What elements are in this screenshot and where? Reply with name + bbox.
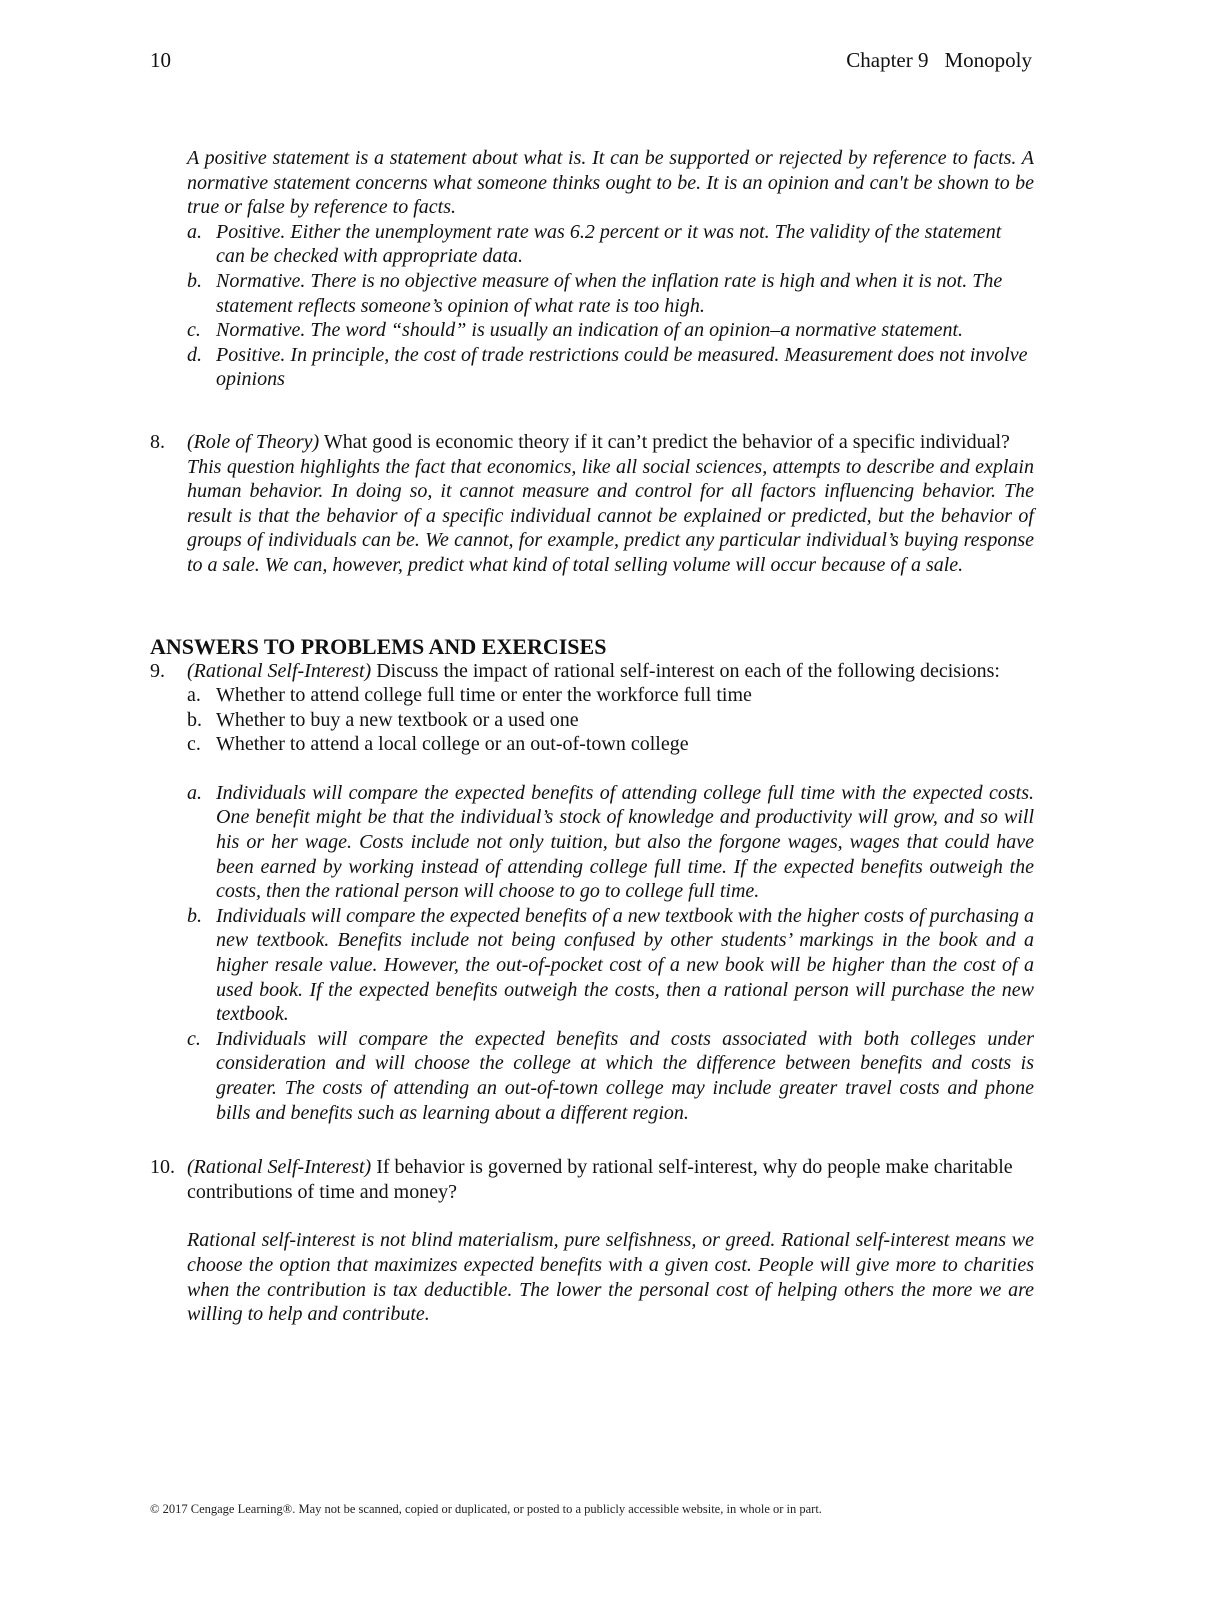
item-text: Whether to buy a new textbook or a used one: [216, 708, 579, 731]
question-text: If behavior is governed by rational self-interest, why do people make charitable contributions of time and money?: [187, 1156, 1013, 1203]
item-label: a.: [187, 781, 202, 804]
item-text: Individuals will compare the expected benefits of a new textbook with the higher costs of purchasing a new textbook. Benefits include not being confused by other students’ markings in the book and a higher resale value. However, the out-of-pocket cost of a new book will be higher than the cost of a used book. If the expected benefits outweigh the costs, then a rational person will purchase the new textbook.: [216, 904, 1034, 1026]
answer-10: Rational self-interest is not blind materialism, pure selfishness, or greed. Rational self-interest means we choose the option that maximizes expected benefits with a given cost. People will give more to charities when the contribution is tax deductible. The lower the personal cost of helping others the more we are willing to help and contribute.: [187, 1229, 1034, 1326]
question-topic: (Role of Theory): [187, 430, 320, 453]
item-label: c.: [187, 733, 201, 756]
list-item: [150, 732, 1034, 757]
list-item: [150, 318, 1034, 343]
question-number: 9.: [150, 659, 165, 682]
question-text: Discuss the impact of rational self-interest on each of the following decisions:: [376, 659, 1000, 682]
item-text: Positive. In principle, the cost of trade restrictions could be measured. Measurement does not involve opinions: [216, 343, 1028, 391]
item-text: Normative. There is no objective measure of when the inflation rate is high and when it is not. The statement reflects someone’s opinion of what rate is too high.: [216, 269, 1003, 317]
question-number: 8.: [150, 430, 165, 453]
item-text: Normative. The word “should” is usually an indication of an opinion–a normative statement.: [216, 319, 964, 342]
question-8: [150, 430, 1034, 455]
copyright-footer: © 2017 Cengage Learning®. May not be scanned, copied or duplicated, or posted to a publicly accessible website, in whole or in part.: [150, 1502, 822, 1516]
item-label: c.: [187, 1027, 201, 1050]
item-label: c.: [187, 319, 201, 342]
question-text: What good is economic theory if it can’t predict the behavior of a specific individual?: [323, 430, 1010, 453]
item-label: b.: [187, 904, 202, 927]
item-label: d.: [187, 343, 202, 366]
running-header: [846, 48, 1032, 73]
question-number: 10.: [150, 1156, 175, 1179]
list-item: [150, 220, 1034, 269]
item-text: Individuals will compare the expected benefits and costs associated with both colleges under consideration and will choose the college at which the difference between benefits and costs is greater. The costs of attending an out-of-town college may include greater travel costs and phone bills and benefits such as learning about a different region.: [216, 1027, 1034, 1124]
item-label: a.: [187, 684, 201, 707]
item-label: b.: [187, 269, 202, 292]
answer-9: [150, 781, 1034, 1125]
list-item: [150, 708, 1034, 733]
item-text: Whether to attend college full time or enter the workforce full time: [216, 684, 752, 707]
list-item: [150, 781, 1034, 904]
item-label: a.: [187, 220, 202, 243]
chapter-title: Monopoly: [944, 48, 1032, 72]
list-item: [150, 269, 1034, 318]
list-item: [150, 904, 1034, 1027]
item-text: Individuals will compare the expected benefits of attending college full time with the expected costs. One benefit might be that the individual’s stock of knowledge and productivity will grow, and so will his or her wage. Costs include not only tuition, but also the forgone wages, wages that could have been earned by working instead of attending college full time. If the expected benefits outweigh the costs, then the rational person will choose to go to college full time.: [216, 781, 1034, 903]
chapter-label: Chapter 9: [846, 48, 929, 72]
section-heading: ANSWERS TO PROBLEMS AND EXERCISES: [150, 633, 607, 659]
answer-8: This question highlights the fact that economics, like all social sciences, attempts to describe and explain human behavior. In doing so, it cannot measure and control for all factors influencing behavior. The result is that the behavior of a specific individual cannot be explained or predicted, but the behavior of groups of individuals can be. We cannot, for example, predict any particular individual’s buying response to a sale. We can, however, predict what kind of total selling volume will occur because of a sale.: [187, 455, 1034, 576]
page-number: 10: [150, 48, 171, 72]
intro-paragraph: A positive statement is a statement about what is. It can be supported or rejected by reference to facts. A normative statement concerns what someone thinks ought to be. It is an opinion and can't be shown to be true or false by reference to facts.: [187, 147, 1034, 219]
question-9-parts: [150, 683, 1034, 757]
list-item: [150, 343, 1034, 392]
question-topic: (Rational Self-Interest): [187, 659, 372, 682]
list-item: [150, 683, 1034, 708]
question-10: [150, 1155, 1034, 1204]
question-9: [150, 659, 1034, 684]
intro-list: [150, 220, 1034, 392]
page-body: [150, 146, 1034, 1327]
item-label: b.: [187, 708, 202, 731]
list-item: [150, 1027, 1034, 1125]
item-text: Whether to attend a local college or an out-of-town college: [216, 733, 689, 756]
question-topic: (Rational Self-Interest): [187, 1156, 372, 1179]
item-text: Positive. Either the unemployment rate was 6.2 percent or it was not. The validity of the statement can be checked with appropriate data.: [216, 220, 1002, 268]
